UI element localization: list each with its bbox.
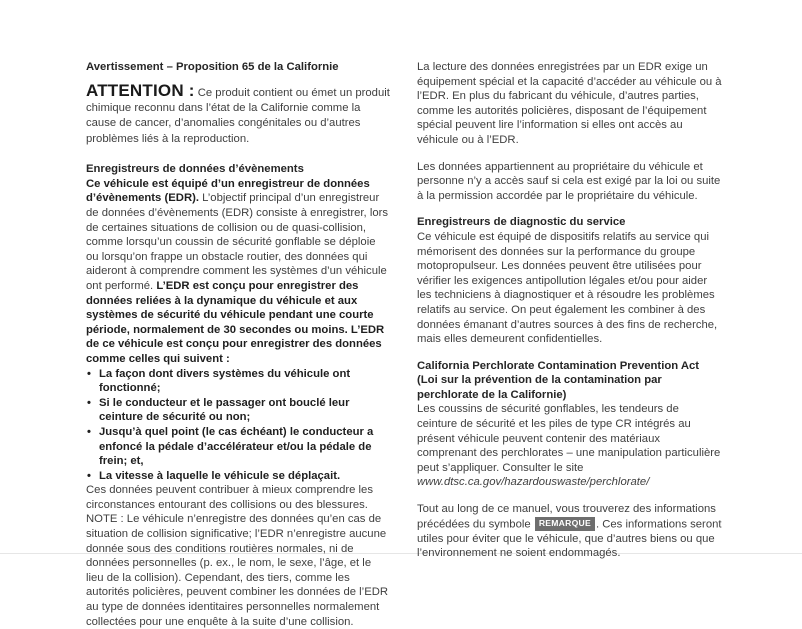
edr-lead-bold: Ce véhicule est équipé d’un enregistreur de données d’évènements (EDR). [86,177,370,205]
reading-data-paragraph: La lecture des données enregistrées par un EDR exige un équipement spécial et la capacité d’accéder au véhicule ou à l’EDR. En plus du fabricant du véhicule, d’autres parties, comme les autorités policières, disposant de l’équipement spécial peuvent lire l’information si elles ont accès au véhicule ou à l’EDR. [417,61,722,146]
bullet-text: Jusqu’à quel point (le cas échéant) le conducteur a enfoncé la pédale d’accélérateur et/ou la pédale de frein; et, [99,425,374,468]
perchlorate-url[interactable]: www.dtsc.ca.gov/hazardouswaste/perchlorate/ [417,476,650,489]
data-ownership-paragraph: Les données appartiennent au propriétaire du véhicule et personne n’y a accès sauf si cela est exigé par la loi ou suite à la permission accordée par le propriétaire du véhicule. [417,160,721,202]
spacer [417,490,722,502]
spacer [417,347,722,359]
right-column [417,60,722,561]
prop65-attention-paragraph [86,80,391,148]
service-diagnostic-paragraph: Ce véhicule est équipé de dispositifs relatifs au service qui mémorisent des données sur la performance du groupe motopropulseur. Les données peuvent être utilisées pour vérifier les exigences antipollution légales et/ou pour aider les techniciens à diagnostiquer et à résoudre les problèmes relatifs au service. On peut également les combiner à des données émanant d’autres sources à des fins de recherche, mais elles demeurent confidentielles. [417,230,718,346]
perchlorate-paragraph: Les coussins de sécurité gonflables, les tendeurs de ceinture de sécurité et les piles de type CR intégrés au présent véhicule peuvent contenir des matériaux comprenant des perchlorates – une manipulation particulière peut s’appliquer. Consulter le site [417,403,721,474]
remarque-text-after: . Ces informations seront utiles pour éviter que le véhicule, que d’autres biens ou que l’environnement ne soient endommagés. [417,518,722,560]
remarque-badge: REMARQUE [535,517,595,531]
attention-label: ATTENTION : [86,80,195,100]
prop65-heading: Avertissement – Proposition 65 de la Californie [86,61,339,73]
two-column-layout [86,60,722,629]
spacer [417,203,722,215]
edr-body-part1: L’objectif principal d’un enregistreur de données d’évènements (EDR) consiste à enregistrer, lors de certaines situations de collision ou de quasi-collision, comme lorsqu’un coussin de sécurité gonflable se déploie ou lorsqu’on frappe un obstacle routier, des données qui aideront à comprendre comment les systèmes d’un véhicule ont performé. [86,192,389,292]
list-item [86,367,391,396]
list-item [86,469,391,484]
edr-heading: Enregistreurs de données d’évènements [86,163,304,176]
service-diagnostic-heading: Enregistreurs de diagnostic du service [417,216,626,229]
bullet-text: Si le conducteur et le passager ont bouclé leur ceinture de sécurité ou non; [99,396,350,424]
remarque-text-before: Tout au long de ce manuel, vous trouverez des informations précédées du symbole [417,503,716,531]
edr-bold-part2: L’EDR est conçu pour enregistrer des données reliées à la dynamique du véhicule et aux systèmes de sécurité du véhicule pendant une courte période, normalement de 30 secondes ou moins. L’EDR de ce véhicule est conçu pour enregistrer des données comme celles qui suivent : [86,279,385,365]
list-item [86,396,391,425]
list-item [86,425,391,469]
spacer [86,147,391,162]
edr-intro-paragraph [86,177,391,367]
edr-closing-paragraph: Ces données peuvent contribuer à mieux comprendre les circonstances entourant des collisions ou des blessures. NOTE : Le véhicule n’enregistre des données qu’en cas de situation de collision significative; l’EDR n’enregistre aucune donnée sous des conditions routières normales, ni de données personnelles (p. ex., le nom, le sexe, l’âge, et le lieu de la collision). Cependant, des tiers, comme les autorités policières, peuvent combiner les données de l’EDR au type de données identitaires personnelles normalement collectées pour une enquête à la suite d’une collision. [86,484,389,628]
spacer [417,148,722,160]
remarque-explanation-paragraph [417,502,722,561]
bullet-text: La façon dont divers systèmes du véhicule ont fonctionné; [99,367,351,395]
bullet-text: La vitesse à laquelle le véhicule se déplaçait. [99,469,341,482]
left-column [86,60,391,629]
edr-bullet-list [86,367,391,484]
attention-body-text: Ce produit contient ou émet un produit chimique reconnu dans l’état de la Californie comme la cause de cancer, d’anomalies congénitales ou d’autres problèmes liés à la reproduction. [86,86,390,145]
perchlorate-heading: California Perchlorate Contamination Prevention Act (Loi sur la prévention de la contamination par perchlorate de la Californie) [417,359,700,401]
